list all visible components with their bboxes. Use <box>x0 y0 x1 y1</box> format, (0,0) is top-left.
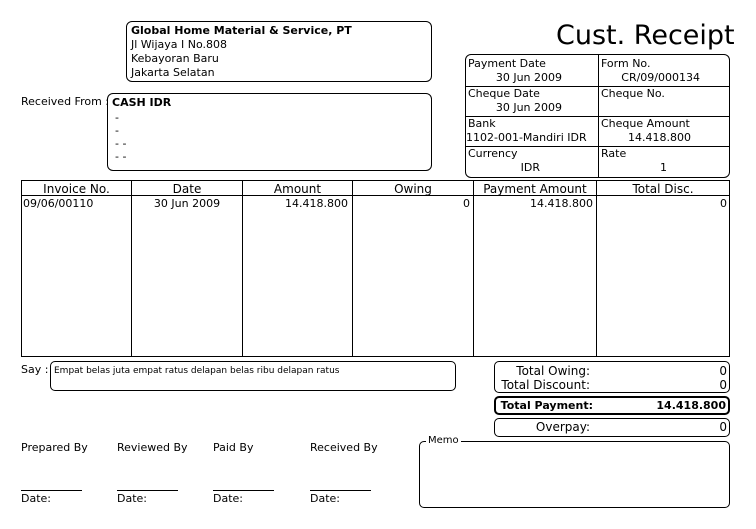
cell-payment-amount: 14.418.800 <box>530 197 593 210</box>
cheque-amount-value: 14.418.800 <box>628 131 691 144</box>
cheque-date-label: Cheque Date <box>468 87 540 100</box>
header-invoice-no: Invoice No. <box>43 182 110 196</box>
total-owing-label: Total Owing: <box>516 364 590 378</box>
totals-box <box>494 361 730 393</box>
total-payment-value: 14.418.800 <box>656 399 726 412</box>
overpay-value: 0 <box>719 420 727 434</box>
form-no-value: CR/09/000134 <box>621 71 700 84</box>
info-grid <box>465 54 730 178</box>
rate-label: Rate <box>601 147 627 160</box>
memo-label: Memo <box>428 435 459 446</box>
received-by-sign-line <box>310 490 371 491</box>
company-address-line-2: Kebayoran Baru <box>131 52 219 65</box>
total-payment-box <box>494 396 730 415</box>
document-title: Cust. Receipt <box>556 20 735 51</box>
cheque-date-value: 30 Jun 2009 <box>495 101 562 114</box>
prepared-by-label: Prepared By <box>21 441 88 454</box>
bank-label: Bank <box>468 117 496 130</box>
header-owing: Owing <box>394 182 432 196</box>
total-owing-value: 0 <box>719 364 727 378</box>
currency-value: IDR <box>520 161 540 174</box>
company-address-line-1: Jl Wijaya I No.808 <box>131 38 228 51</box>
cell-date: 30 Jun 2009 <box>153 197 221 210</box>
overpay-box <box>494 418 730 437</box>
memo-box <box>419 441 730 508</box>
received-by-label: Received By <box>310 441 378 454</box>
rate-value: 1 <box>660 161 667 174</box>
reviewed-by-sign-line <box>117 490 178 491</box>
overpay-label: Overpay: <box>535 420 590 434</box>
received-from-box <box>107 93 432 171</box>
prepared-by-date-label: Date: <box>21 492 51 505</box>
received-from-name: CASH IDR <box>112 96 172 109</box>
paid-by-date-label: Date: <box>213 492 243 505</box>
total-discount-label: Total Discount: <box>501 378 590 392</box>
paid-by-sign-line <box>213 490 274 491</box>
payment-date-value: 30 Jun 2009 <box>495 71 562 84</box>
say-text: Empat belas juta empat ratus delapan belas ribu delapan ratus <box>54 366 340 376</box>
received-from-line-2: - <box>115 124 119 137</box>
company-address-line-3: Jakarta Selatan <box>131 66 215 79</box>
reviewed-by-label: Reviewed By <box>117 441 188 454</box>
cell-owing: 0 <box>463 197 470 210</box>
say-label: Say : <box>21 363 49 376</box>
received-by-date-label: Date: <box>310 492 340 505</box>
currency-label: Currency <box>468 147 518 160</box>
cheque-amount-label: Cheque Amount <box>601 117 690 130</box>
say-box <box>50 361 456 391</box>
cheque-no-label: Cheque No. <box>601 87 665 100</box>
header-amount: Amount <box>273 182 322 196</box>
cell-amount: 14.418.800 <box>285 197 348 210</box>
paid-by-label: Paid By <box>213 441 254 454</box>
cell-total-disc: 0 <box>720 197 727 210</box>
company-name: Global Home Material & Service, PT <box>131 24 352 37</box>
payment-date-label: Payment Date <box>468 57 546 70</box>
received-from-line-1: - <box>115 111 119 124</box>
form-no-label: Form No. <box>601 57 651 70</box>
received-from-line-3: - - <box>115 137 127 150</box>
received-from-label: Received From : <box>21 95 109 108</box>
company-box <box>126 21 432 82</box>
total-discount-value: 0 <box>719 378 727 392</box>
reviewed-by-date-label: Date: <box>117 492 147 505</box>
invoice-table <box>21 180 730 357</box>
header-date: Date <box>172 182 202 196</box>
header-total-disc: Total Disc. <box>632 182 694 196</box>
total-payment-label: Total Payment: <box>500 399 593 412</box>
bank-value: 1102-001-Mandiri IDR <box>466 131 587 144</box>
prepared-by-sign-line <box>21 490 82 491</box>
cell-invoice-no: 09/06/00110 <box>23 197 94 210</box>
header-payment-amount: Payment Amount <box>483 182 587 196</box>
received-from-line-4: - - <box>115 150 127 163</box>
